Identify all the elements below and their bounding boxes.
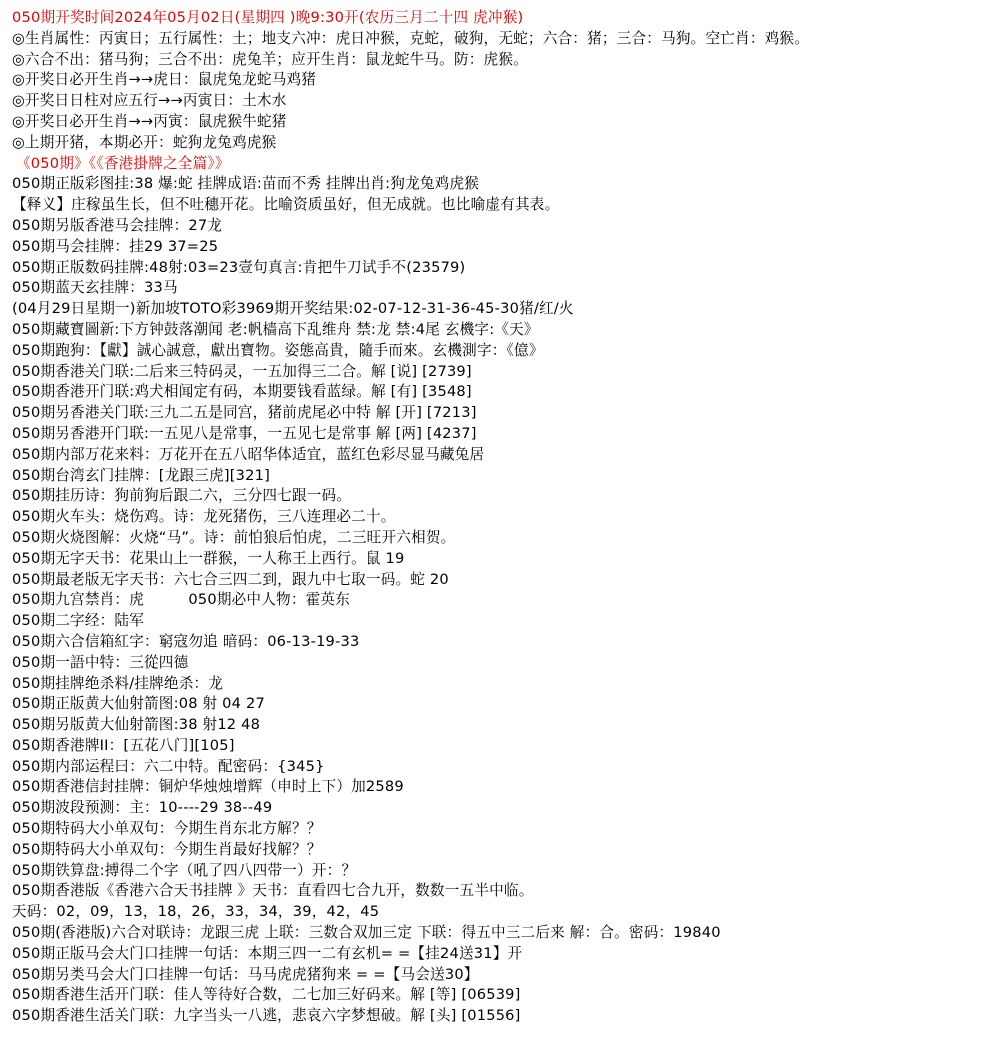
text-line: 【释义】庄稼虽生长，但不吐穗开花。比喻资质虽好，但无成就。也比喻虚有其表。	[12, 196, 560, 214]
text-line: ◎开奖日必开生肖→→丙寅：鼠虎猴牛蛇猪	[12, 112, 287, 130]
text-line: 050期正版黄大仙射箭图:08 射 04 27	[12, 695, 265, 713]
issue-header-line: 050期开奖时间2024年05月02日(星期四 )晚9:30开(农历三月二十四 虎冲猴)	[12, 9, 524, 26]
text-line: 050期(香港版)六合对联诗：龙跟三虎 上联：三数合双加三定 下联：得五中三二后来 解：合。密码：19840	[12, 924, 721, 942]
text-line: 050期香港生活开门联：佳人等待好合数，二七加三好码来。解 [等] [06539]	[12, 986, 521, 1004]
text-line: ◎开奖日必开生肖→→虎日：鼠虎兔龙蛇马鸡猪	[12, 71, 317, 89]
text-line: 050期正版马会大门口挂牌一句话：本期三四一二有玄机= =【挂24送31】开	[12, 944, 523, 962]
text-line: 050期蓝天玄挂牌：33马	[12, 279, 178, 297]
text-line: 050期香港生活关门联：九字当头一八逃，悲哀六字梦想破。解 [头] [01556]	[12, 1007, 521, 1025]
text-line: 050期六合信箱紅字：窮寇勿追 暗码：06-13-19-33	[12, 632, 360, 650]
text-line: ◎开奖日日柱对应五行→→丙寅日：土木水	[12, 92, 287, 110]
text-line: 050期内部万花来料：万花开在五八昭华体适宜，蓝红色彩尽显马藏兔居	[12, 445, 485, 463]
text-line: 050期无字天书：花果山上一群猴，一人称王上西行。鼠 19	[12, 549, 405, 567]
text-line: 050期另版香港马会挂牌：27龙	[12, 216, 223, 234]
text-line: 050期另版黄大仙射箭图:38 射12 48	[12, 716, 261, 734]
text-line: 050期九宫禁肖：虎 050期必中人物：霍英东	[12, 591, 350, 609]
text-line: 050期台湾玄门挂牌：[龙跟三虎][321]	[12, 466, 271, 484]
text-line: 050期跑狗：【獻】誠心誠意，獻出寶物。姿態高貴，隨手而來。玄機測字：《億》	[12, 341, 544, 359]
text-line: ◎六合不出：猪马狗；三合不出：虎兔羊；应开生肖：鼠龙蛇牛马。防：虎猴。	[12, 50, 528, 68]
text-line: ◎上期开猪，本期必开：蛇狗龙兔鸡虎猴	[12, 133, 277, 151]
text-line: 050期一語中特：三從四德	[12, 653, 189, 671]
text-line: 050期火车头：烧伤鸡。诗：龙死猪伤，三八连理必二十。	[12, 508, 396, 526]
section-title-line: 《050期》《《香港掛牌之全篇》》	[16, 154, 230, 172]
text-line: 050期最老版无字天书：六七合三四二到，跟九中七取一码。蛇 20	[12, 570, 449, 588]
text-line: 050期波段预测：主：10----29 38--49	[12, 799, 273, 817]
text-line: 050期正版数码挂牌:48射:03=23壹句真言:肯把牛刀试手不(23579)	[12, 258, 466, 276]
text-line: 050期香港开门联:鸡犬相闻定有码，本期要钱看蓝绿。解 [有] [3548]	[12, 383, 472, 401]
text-line: (04月29日星期一)新加坡TOTO彩3969期开奖结果:02-07-12-31-36-45-30猪/红/火	[12, 300, 574, 318]
text-line: 050期挂历诗：狗前狗后跟二六，三分四七跟一码。	[12, 487, 352, 505]
text-line: 天码：02，09，13，18，26，33，34，39，42，45	[12, 903, 380, 921]
text-line: 050期特码大小单双句：今期生肖东北方解？？	[12, 820, 322, 838]
text-line: 050期另香港关门联:三九二五是同宫，猪前虎尾必中特 解 [开] [7213]	[12, 404, 477, 422]
text-line: 050期马会挂牌：挂29 37=25	[12, 237, 219, 255]
text-line: ◎生肖属性：丙寅日；五行属性：土；地支六冲：虎日冲猴，克蛇，破狗，无蛇；六合：猪；三合：马狗。空亡肖：鸡猴。	[12, 29, 810, 47]
text-line: 050期另香港开门联:一五见八是常事，一五见七是常事 解 [两] [4237]	[12, 424, 477, 442]
text-line: 050期另类马会大门口挂牌一句话：马马虎虎猪狗来 = =【马会送30】	[12, 965, 479, 983]
text-line: 050期香港版《香港六合天书挂牌 》天书：直看四七合九开，数数一五半中临。	[12, 882, 534, 900]
text-line: 050期藏寶圖新:下方钟鼓落潮闻 老:帆樯高下乱维舟 禁:龙 禁:4尾 玄機字:《天》	[12, 320, 539, 338]
text-line: 050期二字经：陆军	[12, 612, 145, 630]
text-line: 050期内部运程曰：六二中特。配密码：{345}	[12, 757, 325, 775]
text-line: 050期香港关门联:二后来三特码灵，一五加得三二合。解 [说] [2739]	[12, 362, 472, 380]
text-line: 050期香港信封挂牌：铜炉华烛烛增辉（申时上下）加2589	[12, 778, 404, 796]
text-line: 050期火烧图解：火烧“马”。诗：前怕狼后怕虎，二三旺开六相贺。	[12, 528, 456, 546]
text-line: 050期香港牌II：[五花八门][105]	[12, 736, 235, 754]
text-line: 050期挂牌绝杀料/挂牌绝杀：龙	[12, 674, 224, 692]
text-line: 050期特码大小单双句：今期生肖最好找解？？	[12, 840, 322, 858]
text-line: 050期正版彩图挂:38 爆:蛇 挂牌成语:苗而不秀 挂牌出肖:狗龙兔鸡虎猴	[12, 175, 480, 193]
document-body	[12, 8, 992, 1027]
text-line: 050期铁算盘:搏得二个字（吼了四八四带一）开：？	[12, 861, 357, 879]
